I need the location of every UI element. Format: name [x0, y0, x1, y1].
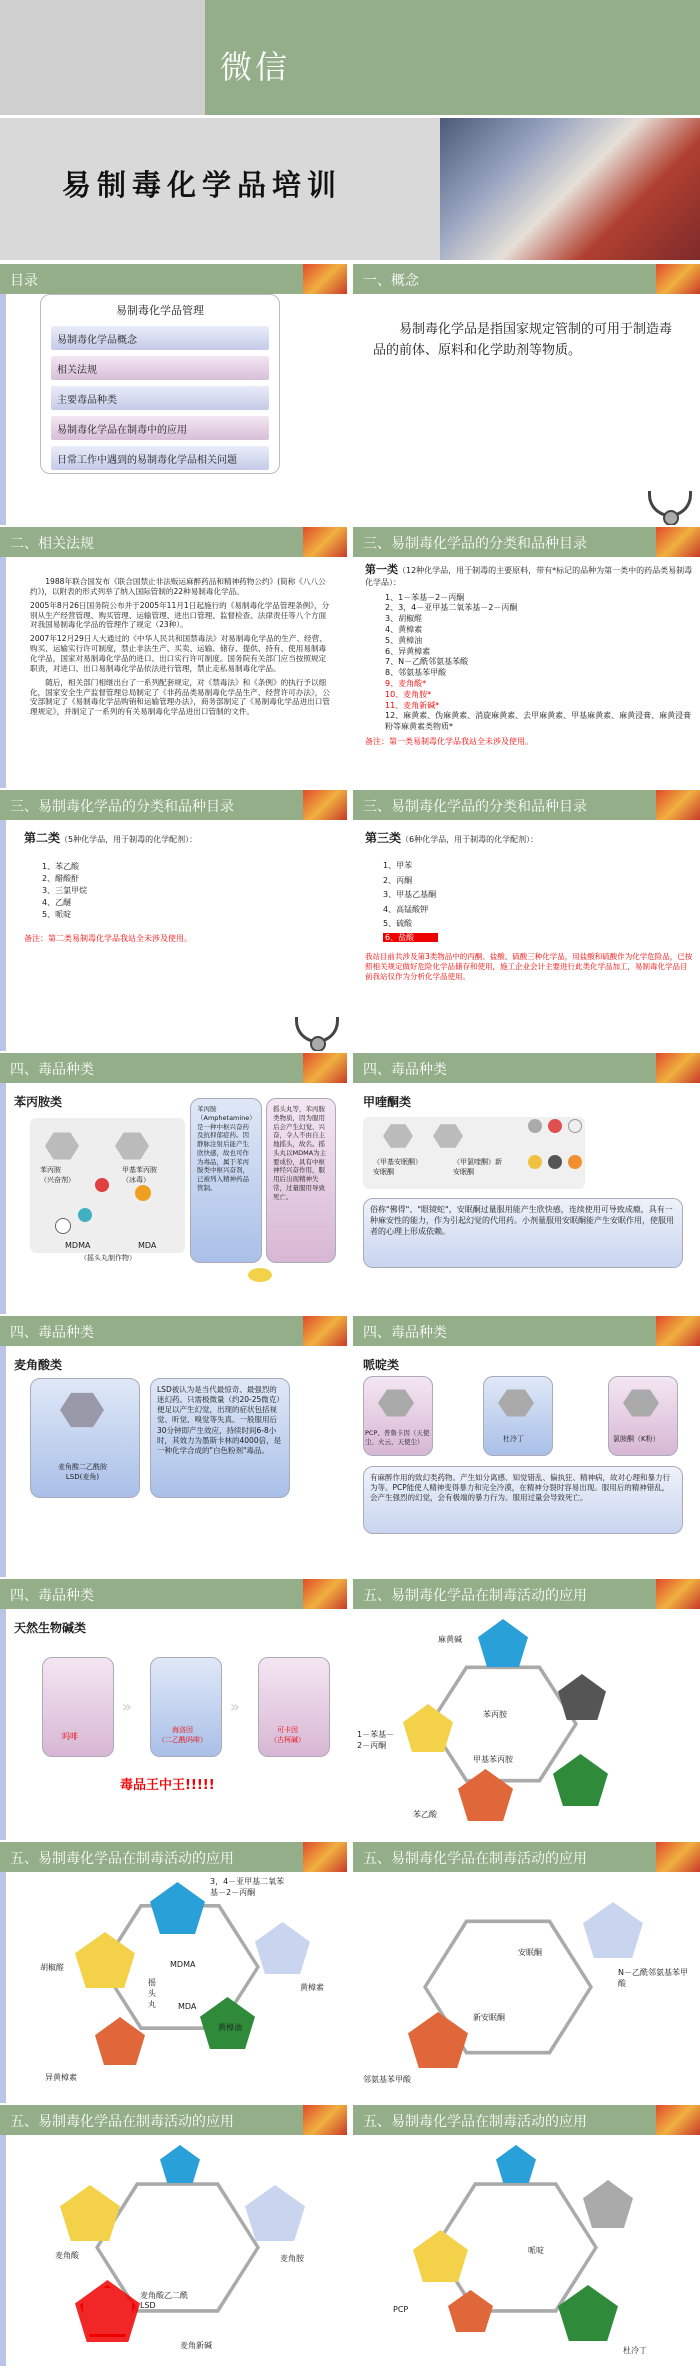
structure-label: 氯胺酮（K粉） [613, 1435, 660, 1443]
toc-item[interactable]: 日常工作中遇到的易制毒化学品相关问题 [51, 446, 269, 470]
reg-paragraph: 2005年8月26日国务院公布并于2005年11月1日起施行的《易制毒化学品管理条例》，分别从生产经营管理、购买管理、运输管理、进出口管理、监督检查、法律责任等八个方面对我国易制毒化学品的管理作了规定（23种）。 [30, 600, 330, 630]
pill-icon [548, 1155, 562, 1169]
list-item: 4、乙醚 [42, 898, 72, 908]
class-intro: （12种化学品，用于制毒的主要原料，带有*标记的品种为第一类中的药品类易制毒化学品）： [365, 566, 693, 587]
slide-application-1 [353, 1579, 700, 1840]
drug-subtitle: 甲喹酮类 [363, 1095, 412, 1109]
center-hex-inner [432, 1663, 574, 1785]
pentagon-node [558, 1674, 606, 1720]
pill-icon [568, 1119, 582, 1133]
class-1-list [365, 593, 693, 733]
concept-text: 易制毒化学品是指国家规定管制的可用于制造毒品的前体、原料和化学助剂等物质。 [373, 322, 673, 358]
slide-regulations [0, 527, 347, 788]
slide-edge [0, 1346, 6, 1577]
info-card: 有麻醉作用的致幻类药物。产生如分离感、知觉错乱、偏执狂、精神病，故对心理和暴力行为等。PCP能使人精神变得暴力和完全冷漠，在精神分裂时容易出现。服用后的精神错乱，会产生强烈的幻觉，会有极端的暴力行为。服用过量会导致死亡。 [363, 1466, 683, 1534]
slide-title: 目录 [0, 264, 347, 294]
list-item-highlighted: 6、盐酸 [383, 933, 438, 942]
node-label: 苯丙胺 [483, 1710, 507, 1719]
list-item: 1、甲苯 [383, 861, 413, 871]
pentagon-node [160, 2145, 200, 2183]
slide-edge [0, 1609, 6, 1840]
node-label: 异黄樟素 [45, 2073, 77, 2082]
node-label: 胡椒醛 [40, 1963, 64, 1972]
node-label: MDMA [170, 1960, 196, 1969]
drug-subtitle: 苯丙胺类 [14, 1095, 63, 1109]
class-intro: （5种化学品，用于制毒的化学配剂）： [60, 835, 198, 844]
pentagon-node [150, 1882, 205, 1934]
class-label: 第一类 [365, 563, 398, 576]
info-card: LSD被认为是当代最惊奇、最强烈的迷幻药。只需极微量（约20-25微克）便足以产生幻觉，出现的症状包括视觉、听觉、嗅觉等失真。一般服用后30分钟即产生效应，持续时间6-8小时，其效力为墨斯卡林的4000倍，是一种化学合成的"白色粉剂"毒品。 [150, 1378, 290, 1498]
pentagon-node [255, 1922, 310, 1974]
pill-icon [135, 1185, 151, 1201]
wechat-label: 微信 [205, 0, 700, 115]
drug-subtitle: 麦角酸类 [14, 1358, 63, 1372]
toc-item[interactable]: 主要毒品种类 [51, 386, 269, 410]
toc-title: 易制毒化学品管理 [116, 304, 204, 317]
structure-label: PCP、普鲁卡因（天使 尘、火云、天使尘） [365, 1429, 430, 1446]
structure-label: 杜冷丁 [503, 1435, 524, 1443]
pill-icon [95, 1178, 109, 1192]
slide-class-3 [353, 790, 700, 1051]
slide-class-1 [353, 527, 700, 788]
list-item: 1、苯乙酸 [42, 862, 80, 872]
info-card: 摇头丸等，苯丙胺类物质，因为服用后会产生幻觉、兴奋，令人不由自主地摇头，故名。摇头丸以MDMA为主要成份，具有中枢神经兴奋作用，服用后出现精神失常，过量服用导致死亡。 [266, 1098, 336, 1263]
node-label: 麻黄碱 [438, 1635, 462, 1644]
node-label: 麦角酸乙二酰LSD [140, 2291, 188, 2310]
node-label: 3，4－亚甲基二氧苯基－2－丙酮 [210, 1877, 285, 1897]
class-note: 备注：第二类易制毒化学品我站全未涉及使用。 [24, 934, 192, 944]
slide-title: 五、易制毒化学品在制毒活动的应用 [0, 2105, 347, 2135]
pentagon-node [496, 2145, 536, 2183]
pill-icon [548, 1119, 562, 1133]
structure-label: （摇头丸制作物） [80, 1254, 136, 1262]
caption: 毒品王中王!!!!! [120, 1778, 215, 1793]
header-gray-block [0, 0, 205, 115]
list-item: 10、麦角胺* [385, 689, 432, 699]
pentagon-node [478, 1619, 528, 1667]
structure-label: MDMA [65, 1241, 91, 1250]
reg-paragraph: 随后，相关部门相继出台了一系列配套规定，对《禁毒法》和《条例》的执行予以细化，国家安全生产监督管理总局制定了《非药品类易制毒化学品生产、经营许可办法》，公安部制定了《易制毒化学品购销和运输管理办法》，商务部制定了《易制毒化学品进出口管理规定》，并制定了一系列的有关易制毒化学品进出口管制的文件。 [30, 677, 330, 717]
list-item: 4、黄樟素 [385, 625, 423, 635]
node-label: 甲基苯丙胺 [473, 1755, 513, 1764]
pentagon-node [553, 1754, 608, 1806]
pentagon-node [245, 2185, 305, 2241]
list-item: 6、异黄樟素 [385, 646, 431, 656]
pill-icon [248, 1268, 272, 1282]
list-item: 7、N－乙酰邻氨基苯酸 [385, 657, 469, 667]
page-title: 易制毒化学品培训 [0, 118, 440, 260]
class-label: 第二类 [24, 831, 61, 845]
toc-box [40, 294, 280, 474]
node-label: 苯乙酸 [413, 1810, 437, 1819]
list-item: 5、哌啶 [42, 910, 72, 920]
slide-application-5 [353, 2105, 700, 2366]
slide-title: 四、毒品种类 [0, 1316, 347, 1346]
node-label: 1－苯基－2－丙酮 [357, 1730, 395, 1750]
list-item: 9、麦角酸* [385, 679, 427, 689]
pill-icon [568, 1155, 582, 1169]
slide-alkaloids [0, 1579, 347, 1840]
class-note: 备注：第一类易制毒化学品我站全未涉及使用。 [365, 737, 533, 746]
slide-title: 五、易制毒化学品在制毒活动的应用 [353, 2105, 700, 2135]
slide-application-2 [0, 1842, 347, 2103]
pentagon-node [60, 2185, 120, 2241]
structure-label: 麦角酸二乙酰胺 LSD(麦角) [58, 1463, 107, 1481]
list-item: 8、邻氨基苯甲酸 [385, 668, 447, 678]
slide-edge [0, 1083, 6, 1314]
reg-paragraph: 1988年联合国发布《联合国禁止非法贩运麻醉药品和精神药物公约》(简称《八八公约》)，以附表的形式列举了纳入国际管制的22种易制毒化学品。 [30, 577, 326, 596]
drug-subtitle: 天然生物碱类 [14, 1621, 87, 1635]
class-3-list [365, 859, 693, 945]
slide-lysergic [0, 1316, 347, 1577]
pentagon-node [583, 2180, 633, 2228]
slide-piperidine [353, 1316, 700, 1577]
toc-item[interactable]: 相关法规 [51, 356, 269, 380]
pentagon-node [583, 1902, 643, 1958]
drug-subtitle: 哌啶类 [363, 1358, 400, 1372]
pill-icon [528, 1155, 542, 1169]
slide-amphetamines [0, 1053, 347, 1314]
slide-methaqualone [353, 1053, 700, 1314]
slide-title: 一、概念 [353, 264, 700, 294]
node-label: 麦角新碱 [180, 2341, 212, 2350]
list-item: 5、硫酸 [383, 918, 413, 928]
structure-label: 苯丙胺 （兴奋剂） [40, 1166, 75, 1184]
header [0, 0, 700, 262]
node-label: N－乙酰邻氨基苯甲酸 [618, 1968, 688, 1988]
node-label: 邻氨基苯甲酸 [363, 2075, 411, 2084]
list-item: 3、甲基乙基酮 [383, 890, 437, 900]
structure-label: MDA [138, 1241, 157, 1250]
slide-application-3 [353, 1842, 700, 2103]
list-item: 4、高锰酸钾 [383, 904, 429, 914]
slide-title: 三、易制毒化学品的分类和品种目录 [353, 790, 700, 820]
arrow-icon: » [122, 1697, 132, 1716]
structure-label: 海洛因 （二乙酰吗啡） [158, 1726, 207, 1744]
list-item: 1、1－苯基－2－丙酮 [385, 592, 465, 602]
slide-title: 四、毒品种类 [0, 1579, 347, 1609]
list-item: 2、丙酮 [383, 875, 413, 885]
node-label: 安眠酮 [518, 1948, 542, 1957]
slide-edge [0, 2135, 6, 2366]
class-2-list [24, 861, 347, 921]
pill-icon [528, 1119, 542, 1133]
header-photo [440, 118, 700, 260]
slide-title: 二、相关法规 [0, 527, 347, 557]
slide-edge [0, 1872, 6, 2103]
info-card: 俗称"佛得"、"眼镜蛇"，安眠酮过量服用能产生欣快感，连续使用可导致成瘾，具有一种麻安性的能力，作为引起幻觉的代用药。小剂量服用安眠酮能产生安眠作用，使服用者的心理上形成依赖。 [363, 1198, 683, 1268]
slide-title: 五、易制毒化学品在制毒活动的应用 [353, 1579, 700, 1609]
slide-application-4 [0, 2105, 347, 2366]
structure-label: 可卡因 （古柯碱） [270, 1726, 305, 1744]
slide-edge [0, 557, 6, 788]
slide-title: 三、易制毒化学品的分类和品种目录 [353, 527, 700, 557]
slide-title: 四、毒品种类 [353, 1053, 700, 1083]
slide-title: 四、毒品种类 [0, 1053, 347, 1083]
node-label: MDA [178, 2002, 197, 2011]
structure-label: 吗啡 [62, 1732, 78, 1741]
node-label: 新安眠酮 [473, 2013, 505, 2022]
arrow-icon: » [230, 1697, 240, 1716]
slide-class-2 [0, 790, 347, 1051]
slide-title: 五、易制毒化学品在制毒活动的应用 [353, 1842, 700, 1872]
list-item: 3、三氯甲烷 [42, 886, 88, 896]
node-label: 杜冷丁 [623, 2346, 647, 2355]
list-item: 12、麻黄素、伪麻黄素、消旋麻黄素、去甲麻黄素、甲基麻黄素、麻黄浸膏、麻黄浸膏粉等麻黄素类物质* [385, 711, 692, 732]
info-card: 苯丙胺（Amphetamine）是一种中枢兴奋药及抗抑郁症药。因静脉注射后能产生欣快感，故也可作为毒品，属于苯丙胺类中枢兴奋剂，已被列入精神药品管制。 [190, 1098, 262, 1263]
node-label: PCP [393, 2305, 409, 2314]
reg-paragraph: 2007年12月29日人大通过的《中华人民共和国禁毒法》对易制毒化学品的生产、经营、购买、运输实行许可制度，禁止非法生产、买卖、运输、储存、提供、持有、使用易制毒化学品，国家对易制毒化学品的进口、出口实行许可制度。国务院有关部门应当按照规定职责，对进口、出口易制毒化学品依法进行管理，禁止走私易制毒化学品。 [30, 634, 327, 673]
node-label: 麦角胺 [280, 2254, 304, 2263]
toc-item[interactable]: 易制毒化学品概念 [51, 326, 269, 350]
structure-label: （甲基安眠酮） 安眠酮 [373, 1158, 422, 1176]
list-item: 3、胡椒醛 [385, 614, 423, 624]
list-item: 5、黄樟油 [385, 635, 423, 645]
list-item: 11、麦角新碱* [385, 700, 440, 710]
slide-title: 五、易制毒化学品在制毒活动的应用 [0, 1842, 347, 1872]
class-note: 我站目前共涉及第3类物品中的丙酮、盐酸、硫酸三种化学品，用盐酸和硫酸作为化学危险品，已按照相关规定做好危险化学品储存和使用，施工企业会计主要进行此类化学品加工，易制毒化学品目前我站仅作为分析化学品使用。 [365, 951, 693, 981]
list-item: 2、3，4－亚甲基二氧苯基－2－丙酮 [385, 603, 518, 613]
node-label: 麦角酸 [55, 2251, 79, 2260]
class-intro: （6种化学品，用于制毒的化学配剂）： [401, 835, 539, 844]
structure-card [42, 1657, 114, 1757]
node-label: 黄樟油 [218, 2023, 242, 2032]
node-label: 哌啶 [528, 2246, 544, 2255]
toc-item[interactable]: 易制毒化学品在制毒中的应用 [51, 416, 269, 440]
structure-label: （甲氯喹酮）新 安眠酮 [453, 1158, 502, 1176]
slide-edge [0, 294, 6, 525]
slide-edge [0, 820, 6, 1051]
slide-concept [353, 264, 700, 525]
node-label: 黄樟素 [300, 1983, 324, 1992]
slide-title: 三、易制毒化学品的分类和品种目录 [0, 790, 347, 820]
node-label: 摇头丸 [148, 1978, 156, 2009]
pill-icon [78, 1208, 92, 1222]
slide-toc [0, 264, 347, 525]
pills-grid [528, 1119, 588, 1185]
pill-icon [55, 1218, 71, 1234]
structure-label: 甲基苯丙胺 （冰毒） [122, 1166, 157, 1184]
slide-title: 四、毒品种类 [353, 1316, 700, 1346]
list-item: 2、醋酸酐 [42, 874, 80, 884]
class-label: 第三类 [365, 831, 402, 845]
